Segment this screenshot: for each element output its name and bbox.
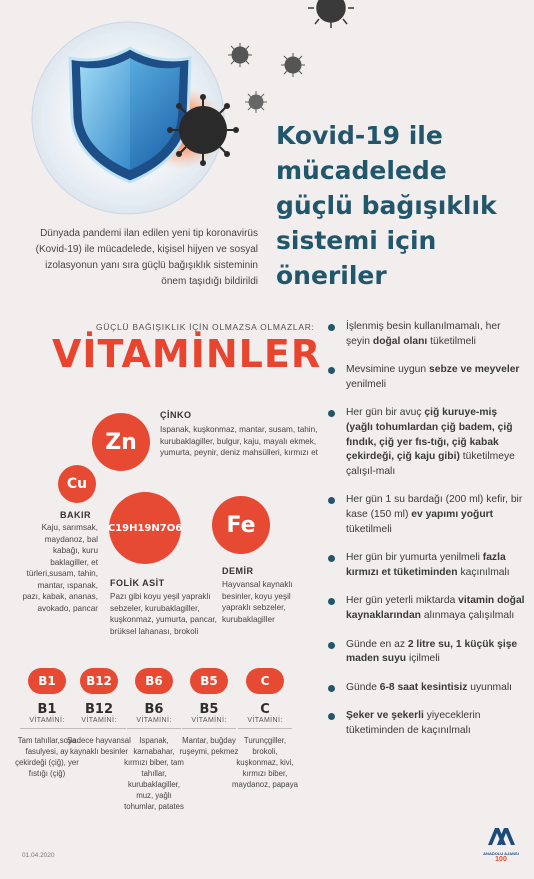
section-subheading: GÜÇLÜ BAĞIŞIKLIK İÇİN OLMAZSA OLMAZLAR: bbox=[96, 322, 315, 332]
list-item: İşlenmiş besin kullanılmamalı, her şeyin doğal olanı tüketilmeli bbox=[326, 320, 526, 349]
recommendations-list bbox=[326, 320, 526, 738]
vitamin-badge: C bbox=[246, 668, 284, 694]
agency-logo bbox=[478, 826, 524, 863]
list-item: Mevsimine uygun sebze ve meyveler yenilmeli bbox=[326, 363, 526, 392]
copper-title: BAKIR bbox=[60, 510, 91, 520]
list-item: Her gün bir yumurta yenilmeli fazla kırmızı et tüketiminden kaçınılmalı bbox=[326, 551, 526, 580]
virus-icon bbox=[244, 90, 268, 114]
vitamin-sources: Ispanak, karnabahar, kırmızı biber, tam tahıllar, kurubaklagiller, muz, yağlı tohumlar, patates bbox=[124, 736, 184, 811]
vitamin-column bbox=[232, 668, 298, 790]
vitamin-badge: B12 bbox=[80, 668, 118, 694]
list-item: Günde en az 2 litre su, 1 küçük şişe maden suyu içilmeli bbox=[326, 638, 526, 667]
bullet-icon bbox=[328, 685, 335, 692]
logo-text: ANADOLU AJANSI bbox=[483, 851, 519, 856]
vitamin-sources: Turunçgiller, brokoli, kuşkonmaz, kivi, kırmızı biber, maydanoz, papaya bbox=[232, 736, 298, 789]
bullet-icon bbox=[328, 367, 335, 374]
virus-icon bbox=[227, 42, 253, 68]
zinc-text: Ispanak, kuşkonmaz, mantar, susam, tahin, kurubaklagiller, bulgur, kaju, mayalı ekmek, yumurta, peynir, deniz mahsülleri, kırmızı et bbox=[160, 425, 318, 457]
virus-icon bbox=[280, 52, 306, 78]
page-title: Kovid-19 ile mücadelede güçlü bağışıklık sistemi için öneriler bbox=[276, 121, 497, 290]
copper-circle bbox=[58, 465, 96, 503]
iron-circle bbox=[212, 496, 270, 554]
folic-acid-formula: C19H19N7O6 bbox=[107, 522, 183, 534]
vitamin-sources: Mantar, buğday ruşeymi, pekmez bbox=[179, 736, 239, 756]
aa-logo-icon bbox=[486, 826, 516, 846]
vitamins-heading: VİTAMİNLER bbox=[52, 332, 322, 376]
bullet-icon bbox=[328, 598, 335, 605]
vitamin-name: B1 bbox=[37, 702, 57, 717]
zinc-title: ÇİNKO bbox=[160, 410, 192, 420]
folic-acid-text: Pazı gibi koyu yeşil yapraklı sebzeler, kurubaklagiller, kuşkonmaz, yumurta, pancar, brüksel lahanası, brokoli bbox=[110, 592, 217, 636]
list-item: Her gün yeterli miktarda vitamin doğal kaynaklarından alınmaya çalışılmalı bbox=[326, 594, 526, 623]
iron-symbol: Fe bbox=[226, 512, 256, 538]
list-item: Günde 6-8 saat kesintisiz uyunmalı bbox=[326, 681, 526, 696]
bullet-icon bbox=[328, 497, 335, 504]
bullet-icon bbox=[328, 713, 335, 720]
list-item: Her gün bir avuç çiğ kuruye-miş (yağlı tohumlardan çiğ badem, çiğ fındık, çiğ yer fıs-tığı, çiğ kabak çekirdeği, çiğ kaju gibi) tüketilmeye çalışıl-malı bbox=[326, 406, 526, 479]
iron-title: DEMİR bbox=[222, 566, 254, 576]
vitamin-label: VİTAMİNİ: bbox=[247, 717, 283, 724]
divider bbox=[127, 728, 181, 729]
vitamin-name: B12 bbox=[85, 702, 113, 717]
vitamin-label: VİTAMİNİ: bbox=[191, 717, 227, 724]
iron-text: Hayvansal kaynaklı besinler, koyu yeşil yapraklı sebzeler, kurubaklagiller bbox=[222, 580, 293, 624]
bullet-icon bbox=[328, 642, 335, 649]
vitamin-sources: Sadece hayvansal kaynaklı besinler bbox=[67, 736, 131, 756]
vitamin-label: VİTAMİNİ: bbox=[136, 717, 172, 724]
list-item: Şeker ve şekerli yiyeceklerin tüketiminden de kaçınılmalı bbox=[326, 709, 526, 738]
divider bbox=[238, 728, 292, 729]
vitamin-name: B6 bbox=[144, 702, 164, 717]
folic-acid-title: FOLİK ASİT bbox=[110, 578, 165, 588]
vitamin-badge: B6 bbox=[135, 668, 173, 694]
bullet-icon bbox=[328, 555, 335, 562]
list-item: Her gün 1 su bardağı (200 ml) kefir, bir kase (150 ml) ev yapımı yoğurt tüketilmeli bbox=[326, 493, 526, 537]
bullet-icon bbox=[328, 324, 335, 331]
virus-icon bbox=[306, 0, 356, 30]
vitamin-badge: B1 bbox=[28, 668, 66, 694]
divider bbox=[182, 728, 236, 729]
copper-text: Kaju, sarımsak, maydanoz, bal kabağı, kuru baklagiller, et türleri,susam, tahin, mantar, ıspanak, pazı, kabak, ananas, avokado, pancar bbox=[22, 523, 98, 613]
copper-symbol: Cu bbox=[66, 476, 88, 492]
folic-acid-circle bbox=[109, 492, 181, 564]
vitamin-name: C bbox=[260, 702, 270, 717]
zinc-symbol: Zn bbox=[105, 429, 137, 455]
vitamin-name: B5 bbox=[199, 702, 219, 717]
vitamin-label: VİTAMİNİ: bbox=[29, 717, 65, 724]
intro-text: Dünyada pandemi ilan edilen yeni tip koronavirüs (Kovid-19) ile mücadelede, kişisel hijyen ve sosyal izolasyonun yanı sıra güçlü bağışıklık sisteminin önem taşıdığı bildirildi bbox=[35, 228, 258, 287]
divider bbox=[72, 728, 126, 729]
vitamin-label: VİTAMİNİ: bbox=[81, 717, 117, 724]
logo-sub: 100 bbox=[495, 856, 507, 863]
bullet-icon bbox=[328, 410, 335, 417]
vitamin-sources: Tam tahıllar,soya fasulyesi, ay çekirdeği (çiğ), yer fıstığı (çiğ) bbox=[15, 736, 79, 778]
date-label: 01.04.2020 bbox=[22, 852, 55, 859]
vitamin-badge: B5 bbox=[190, 668, 228, 694]
zinc-circle bbox=[92, 413, 150, 471]
